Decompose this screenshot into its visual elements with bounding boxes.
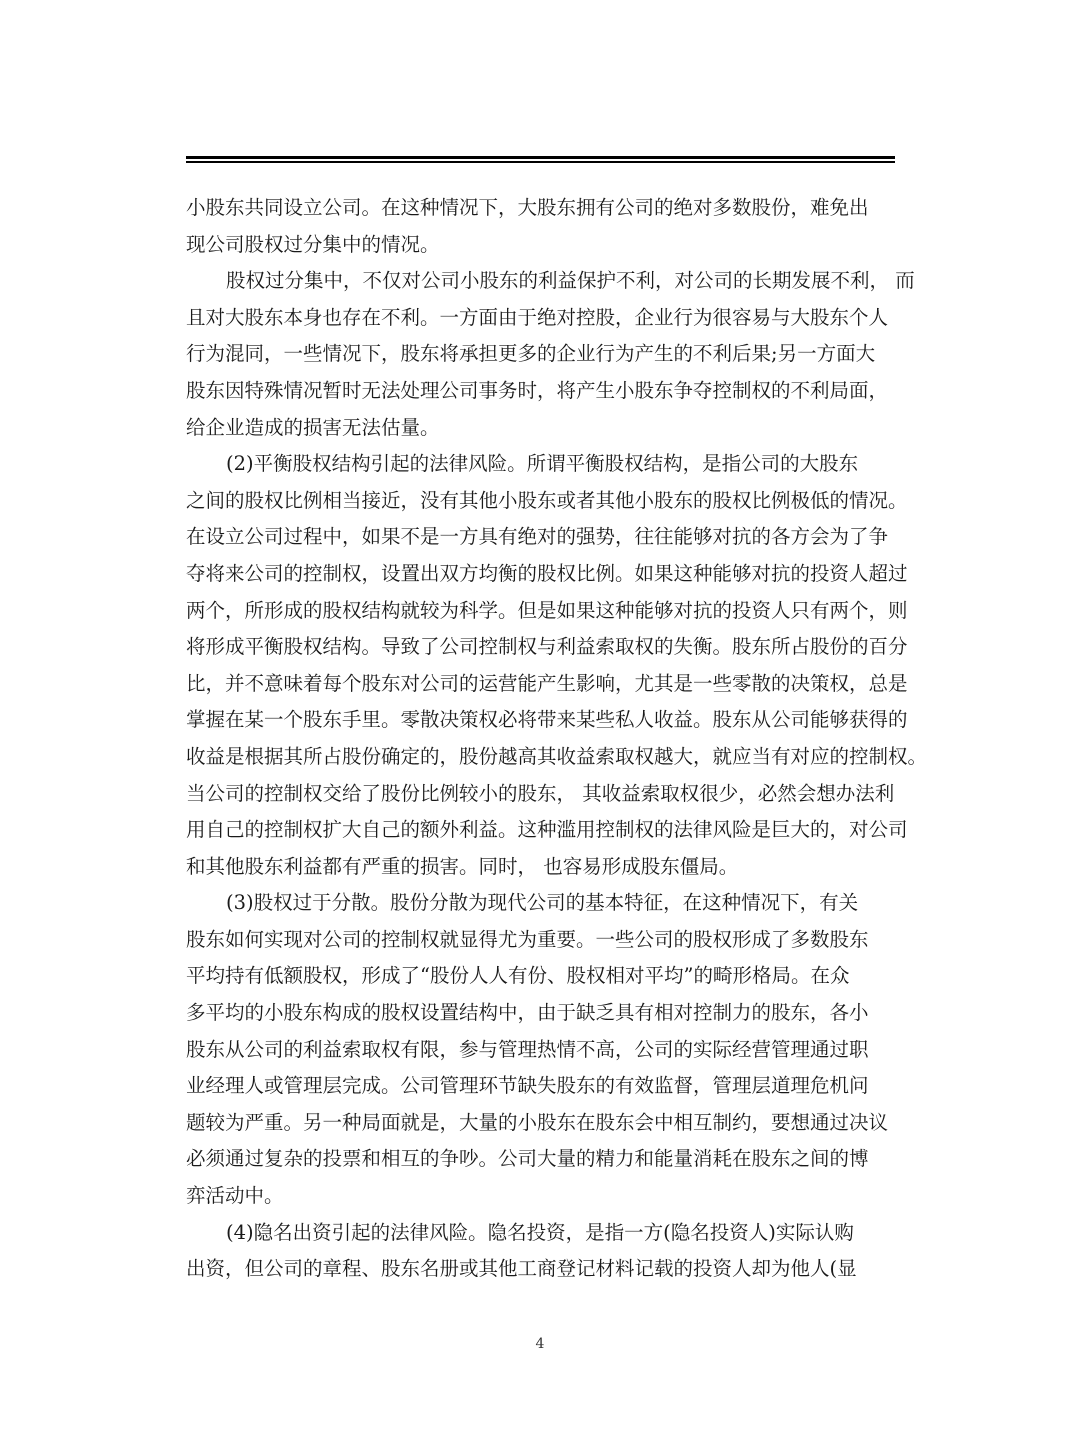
text-line: (4)隐名出资引起的法律风险。隐名投资，是指一方(隐名投资人)实际认购 bbox=[226, 1220, 854, 1244]
page-number: 4 bbox=[535, 1336, 545, 1352]
text-line: 出资，但公司的章程、股东名册或其他工商登记材料记载的投资人却为他人(显 bbox=[186, 1257, 857, 1281]
paragraph bbox=[186, 263, 915, 446]
text-line: 之间的股权比例相当接近，没有其他小股东或者其他小股东的股权比例极低的情况。 bbox=[186, 488, 908, 512]
text-line: 股东如何实现对公司的控制权就显得尤为重要。一些公司的股权形成了多数股东 bbox=[186, 927, 869, 951]
text-line: 当公司的控制权交给了股份比例较小的股东， 其收益索取权很少，必然会想办法利 bbox=[186, 781, 895, 805]
text-line: 小股东共同设立公司。在这种情况下，大股东拥有公司的绝对多数股份，难免出 bbox=[186, 196, 869, 219]
paragraph bbox=[186, 1215, 906, 1288]
text-line: 股东因特殊情况暂时无法处理公司事务时，将产生小股东争夺控制权的不利局面， bbox=[186, 378, 889, 402]
text-line: 将形成平衡股权结构。导致了公司控制权与利益索取权的失衡。股东所占股份的百分 bbox=[186, 635, 908, 659]
header-rule-thick bbox=[186, 156, 895, 159]
text-line: 必须通过复杂的投票和相互的争吵。公司大量的精力和能量消耗在股东之间的博 bbox=[186, 1147, 869, 1171]
text-line: 多平均的小股东构成的股权设置结构中，由于缺乏具有相对控制力的股东，各小 bbox=[186, 1001, 869, 1025]
paragraph bbox=[186, 446, 928, 885]
text-line: 掌握在某一个股东手里。零散决策权必将带来某些私人收益。股东从公司能够获得的 bbox=[186, 708, 908, 732]
text-line: 给企业造成的损害无法估量。 bbox=[186, 415, 440, 439]
text-line: (3)股权过于分散。股份分散为现代公司的基本特征，在这种情况下，有关 bbox=[226, 891, 859, 915]
text-line: 和其他股东利益都有严重的损害。同时， 也容易形成股东僵局。 bbox=[186, 854, 739, 878]
text-line: 行为混同，一些情况下，股东将承担更多的企业行为产生的不利后果;另一方面大 bbox=[186, 342, 876, 366]
text-line: (2)平衡股权结构引起的法律风险。所谓平衡股权结构，是指公司的大股东 bbox=[226, 452, 859, 476]
text-line: 股东从公司的利益索取权有限，参与管理热情不高，公司的实际经营管理通过职 bbox=[186, 1037, 869, 1061]
text-line: 弈活动中。 bbox=[186, 1184, 284, 1208]
text-line: 两个，所形成的股权结构就较为科学。但是如果这种能够对抗的投资人只有两个，则 bbox=[186, 598, 908, 622]
text-line: 现公司股权过分集中的情况。 bbox=[186, 232, 440, 256]
header-rule-thin bbox=[186, 161, 895, 163]
text-line: 收益是根据其所占股份确定的，股份越高其收益索取权越大，就应当有对应的控制权。 bbox=[186, 744, 928, 768]
text-line: 且对大股东本身也存在不利。一方面由于绝对控股，企业行为很容易与大股东个人 bbox=[186, 305, 889, 329]
text-line: 题较为严重。另一种局面就是，大量的小股东在股东会中相互制约，要想通过决议 bbox=[186, 1110, 889, 1134]
paragraph bbox=[186, 885, 906, 1214]
text-line: 平均持有低额股权，形成了“股份人人有份、股权相对平均”的畸形格局。在众 bbox=[186, 964, 850, 988]
text-line: 股权过分集中，不仅对公司小股东的利益保护不利，对公司的长期发展不利， 而 bbox=[226, 269, 915, 293]
text-line: 夺将来公司的控制权，设置出双方均衡的股权比例。如果这种能够对抗的投资人超过 bbox=[186, 561, 908, 585]
text-line: 在设立公司过程中，如果不是一方具有绝对的强势，往往能够对抗的各方会为了争 bbox=[186, 525, 889, 549]
text-line: 用自己的控制权扩大自己的额外利益。这种滥用控制权的法律风险是巨大的，对公司 bbox=[186, 818, 908, 842]
body-text bbox=[186, 190, 928, 1288]
text-line: 比，并不意味着每个股东对公司的运营能产生影响，尤其是一些零散的决策权，总是 bbox=[186, 671, 908, 695]
text-line: 业经理人或管理层完成。公司管理环节缺失股东的有效监督，管理层道理危机问 bbox=[186, 1074, 869, 1098]
paragraph bbox=[186, 190, 906, 263]
header-double-rule bbox=[186, 156, 895, 164]
